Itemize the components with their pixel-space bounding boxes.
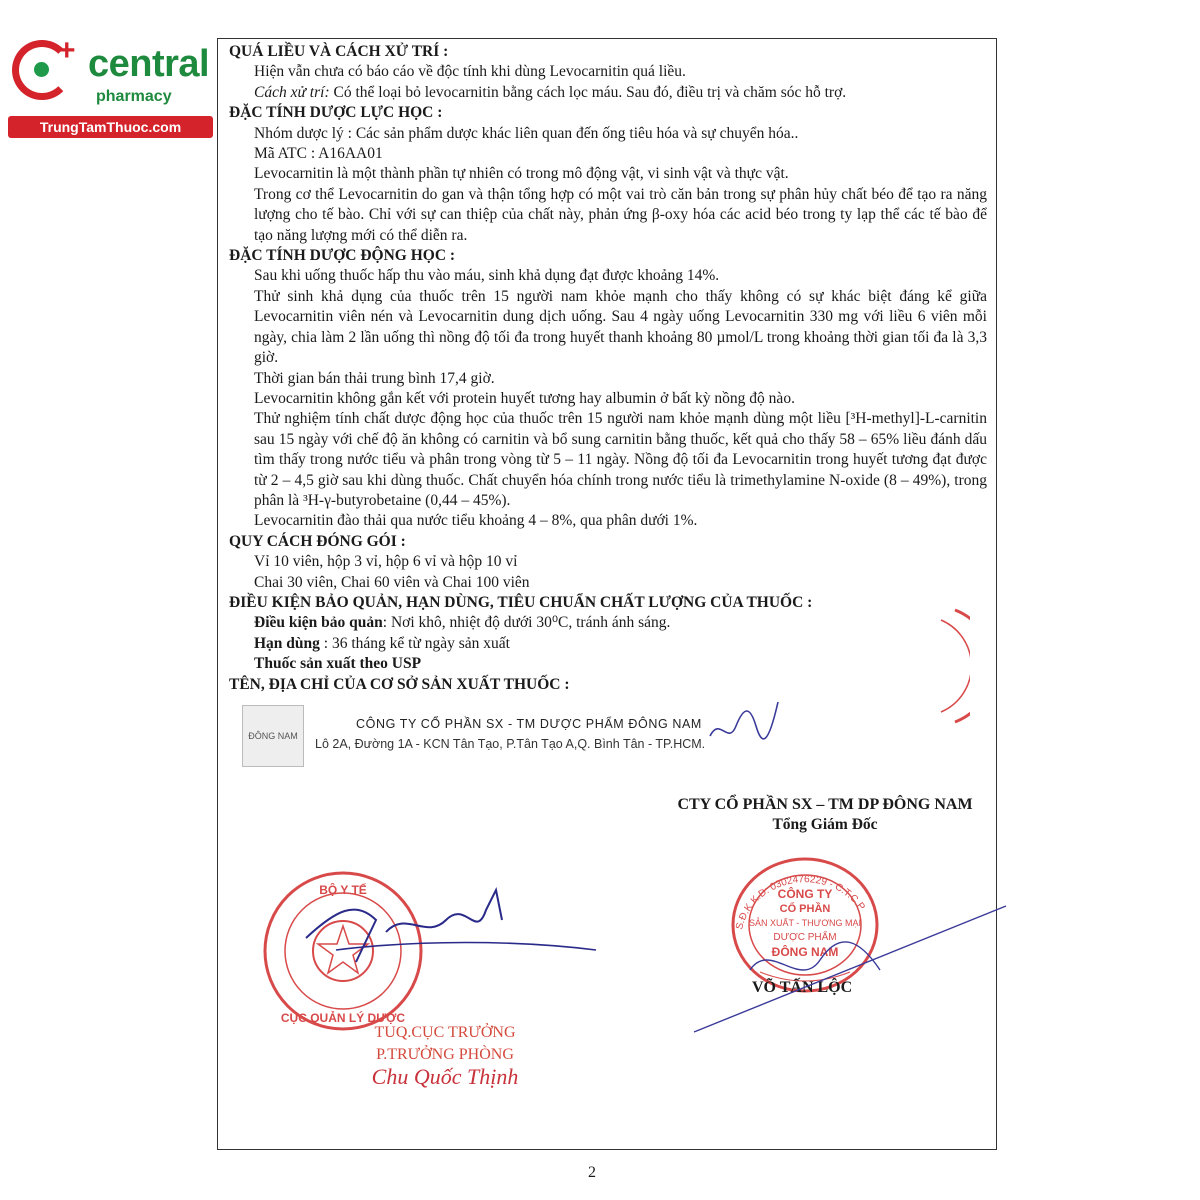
paragraph: Thử nghiệm tính chất dược động học của thuốc trên 15 người nam khỏe mạnh dùng một liều [³H-methyl]-L-carnitin sau 15 ngày với chế độ ăn không có carnitin và bổ sung carnitin bằng thuốc, kết quả cho thấy 58 – 65% liều đánh dấu tìm thấy trong nước tiểu và phân trong vòng từ 5 – 11 ngày. Nồng độ tối đa Levocarnitin trong huyết tương đạt được từ 2 – 4,5 giờ sau khi dùng thuốc. Chất chuyển hóa chính trong nước tiểu là trimethylamine N-oxide (8 – 49%), trong phân là ³H-γ-butyrobetaine (0,44 – 45%). [254, 410, 987, 509]
paragraph-label: Hạn dùng [254, 634, 320, 652]
signatory-block [640, 796, 1010, 834]
ministry-stamp-bottom-text: CỤC QUẢN LÝ DƯỢC [280, 1011, 406, 1025]
company-stamp-line: DƯỢC PHẨM [773, 932, 837, 943]
paragraph: Levocarnitin không gắn kết với protein huyết tương hay albumin ở bất kỳ nồng độ nào. [254, 389, 795, 407]
paragraph: Levocarnitin là một thành phần tự nhiên có trong mô động vật, vi sinh vật và thực vật. [254, 165, 789, 183]
signatory-company: CTY CỔ PHẦN SX – TM DP ĐÔNG NAM [677, 796, 973, 813]
paragraph-prefix: Cách xử trí: [254, 83, 330, 101]
section-heading: ĐIỀU KIỆN BẢO QUẢN, HẠN DÙNG, TIÊU CHUẨN CHẤT LƯỢNG CỦA THUỐC : [229, 593, 813, 611]
paragraph-text: : Nơi khô, nhiệt độ dưới 30⁰C, tránh ánh sáng. [382, 614, 671, 632]
paragraph: Thử sinh khả dụng của thuốc trên 15 người nam khỏe mạnh cho thấy không có sự khác biệt đáng kể giữa Levocarnitin viên nén và Levocarnitin dung dịch uống. Sau 4 ngày uống Levocarnitin 330 mg với liều 6 viên mỗi ngày, chia làm 2 lần uống thì nồng độ tối đa trong huyết thanh khoảng 80 µmol/L trong khoảng thời gian tối đa là 3,3 giờ. [254, 287, 987, 367]
logo-plus-icon: + [58, 34, 76, 67]
company-stamp-line: ĐÔNG NAM [771, 945, 839, 959]
company-stamp-arc-text: S.Đ.K.K.D: 0302476229 - C.T.C.P [734, 874, 867, 931]
section-heading: ĐẶC TÍNH DƯỢC ĐỘNG HỌC : [229, 247, 456, 265]
paragraph: Mã ATC : A16AA01 [254, 145, 383, 163]
paragraph [229, 634, 987, 654]
paragraph: Nhóm dược lý : Các sản phẩm dược khác liên quan đến ống tiêu hóa và sự chuyển hóa.. [254, 124, 799, 142]
authority-line-2: P.TRƯỞNG PHÒNG [376, 1046, 514, 1063]
signatory-name: VÕ TẤN LỘC [752, 979, 853, 996]
ministry-stamp-top-text: BỘ Y TẾ [319, 883, 367, 897]
company-stamp-line: CÔNG TY [777, 887, 833, 901]
manufacturer-block [242, 705, 762, 769]
manufacturer-name: CÔNG TY CỔ PHẦN SX - TM DƯỢC PHẨM ĐÔNG NAM [356, 717, 702, 731]
paragraph: Thời gian bán thải trung bình 17,4 giờ. [254, 369, 495, 387]
document-body [229, 42, 987, 695]
paragraph: Vỉ 10 viên, hộp 3 vỉ, hộp 6 vỉ và hộp 10 vỉ [254, 553, 518, 571]
manufacturer-address: Lô 2A, Đường 1A - KCN Tân Tạo, P.Tân Tạo A,Q. Bình Tân - TP.HCM. [315, 737, 706, 751]
manufacturer-logo: ĐÔNG NAM [242, 705, 304, 767]
logo-dot-icon [34, 62, 49, 77]
section-heading: TÊN, ĐỊA CHỈ CỦA CƠ SỞ SẢN XUẤT THUỐC : [229, 675, 570, 693]
paragraph-text: : 36 tháng kể từ ngày sản xuất [319, 634, 510, 652]
signatory-title: Tổng Giám Đốc [772, 816, 878, 833]
paragraph: Hiện vẫn chưa có báo cáo về độc tính khi dùng Levocarnitin quá liều. [254, 63, 686, 81]
company-stamp-line: CỔ PHẦN [779, 903, 831, 915]
company-stamp-line: SẢN XUẤT - THƯƠNG MẠI [748, 918, 862, 928]
logo-name: central [88, 43, 210, 85]
section-heading: QUÁ LIỀU VÀ CÁCH XỬ TRÍ : [229, 43, 449, 60]
authority-name: Chu Quốc Thịnh [371, 1064, 519, 1089]
section-heading: ĐẶC TÍNH DƯỢC LỰC HỌC : [229, 104, 443, 122]
paragraph: Chai 30 viên, Chai 60 viên và Chai 100 viên [254, 573, 530, 591]
section-heading: QUY CÁCH ĐÓNG GÓI : [229, 532, 406, 550]
paragraph [229, 613, 987, 633]
authority-line-1: TUQ.CỤC TRƯỞNG [374, 1024, 516, 1041]
paragraph-label: Thuốc sản xuất theo USP [254, 655, 422, 673]
logo-subtitle: pharmacy [96, 88, 172, 105]
paragraph [229, 654, 987, 674]
page-number: 2 [588, 1164, 596, 1181]
authority-block [320, 1022, 570, 1088]
paragraph [229, 83, 987, 103]
paragraph-text: Có thể loại bỏ levocarnitin bằng cách lọc máu. Sau đó, điều trị và chăm sóc hỗ trợ. [329, 83, 847, 101]
paragraph: Sau khi uống thuốc hấp thu vào máu, sinh khả dụng đạt được khoảng 14%. [254, 267, 720, 285]
paragraph: Trong cơ thể Levocarnitin do gan và thận tổng hợp có một vai trò căn bản trong sự phân hủy chất béo để tạo ra năng lượng cho tế bào. Chỉ với sự can thiệp của chất này, phản ứng β-oxy hóa các acid béo trong ty lạp thể các tế bào để tạo năng lượng mới có thể diễn ra. [254, 185, 987, 244]
paragraph-label: Điều kiện bảo quản [254, 614, 383, 632]
central-pharmacy-logo [8, 36, 213, 136]
paragraph: Levocarnitin đào thải qua nước tiểu khoảng 4 – 8%, qua phân dưới 1%. [254, 512, 698, 530]
logo-url: TrungTamThuoc.com [8, 116, 213, 138]
